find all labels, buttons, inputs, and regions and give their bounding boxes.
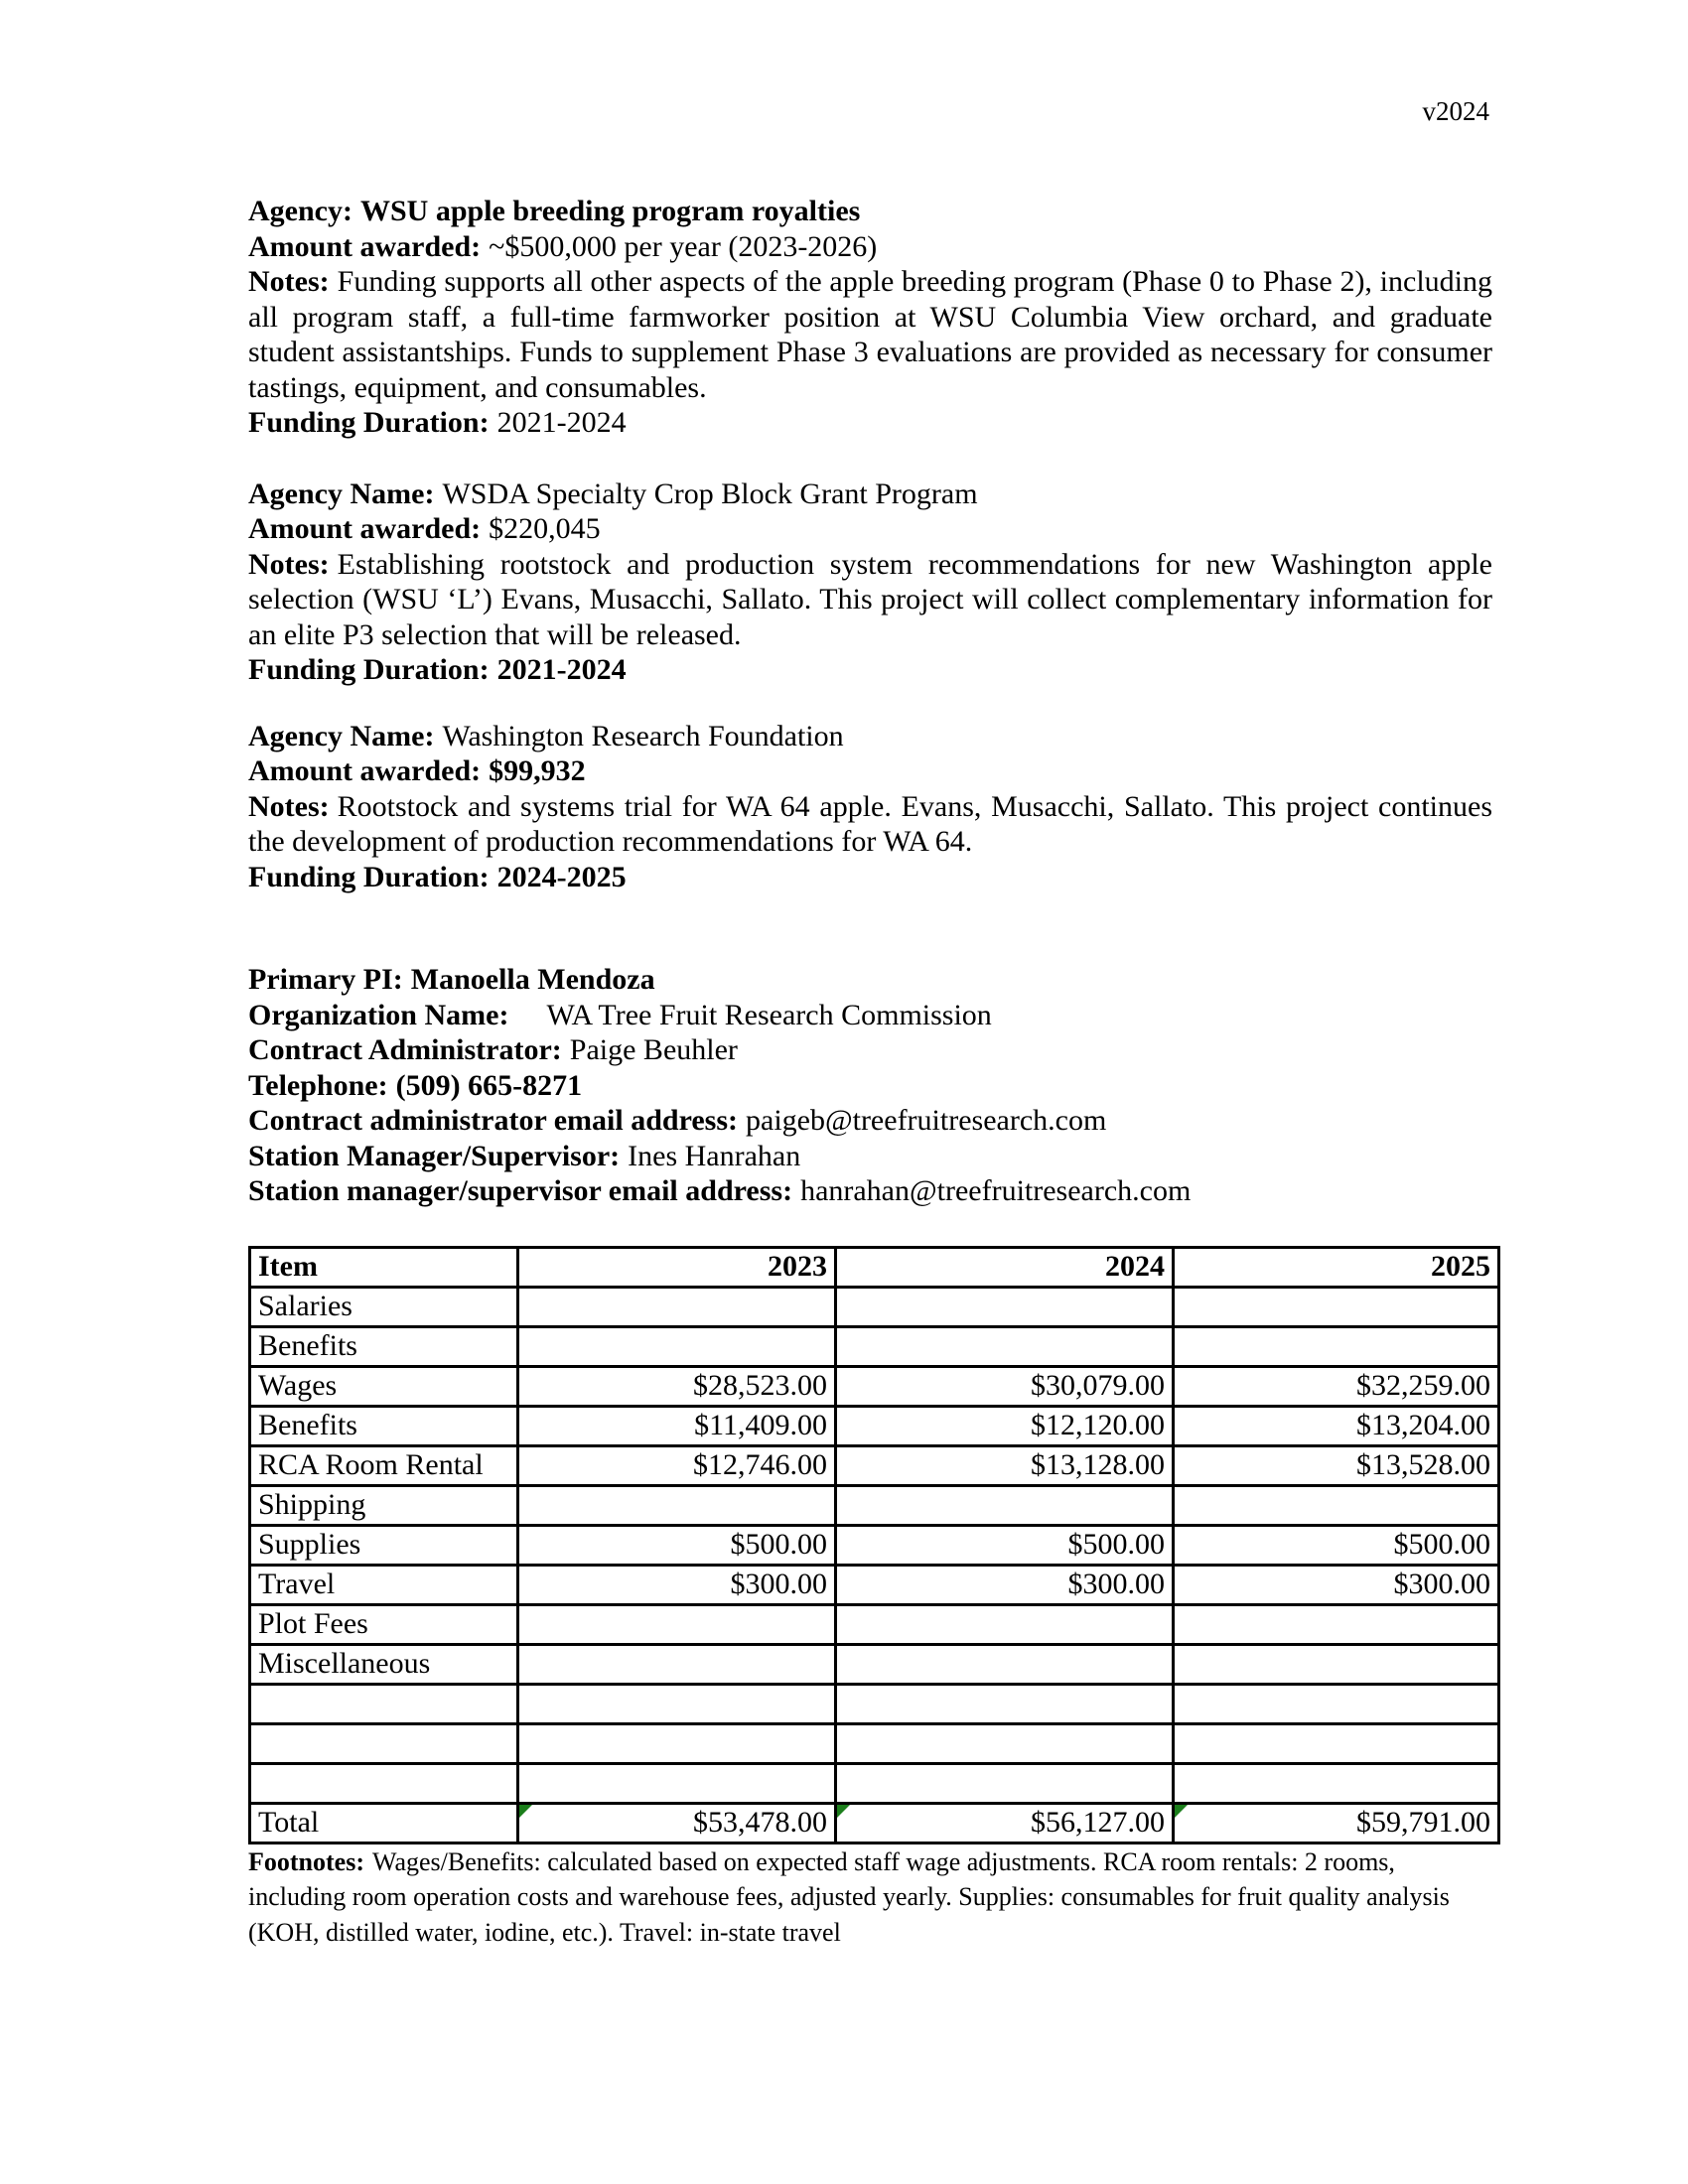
admin-email-label: Contract administrator email address: xyxy=(248,1104,739,1137)
budget-row xyxy=(250,1684,1499,1723)
budget-value-cell: $13,528.00 xyxy=(1174,1445,1499,1485)
budget-value-cell: $30,079.00 xyxy=(836,1366,1174,1406)
amount-value: $99,932 xyxy=(489,754,586,787)
document-body xyxy=(248,194,1492,1950)
version-label: v2024 xyxy=(1422,96,1489,126)
duration-value: 2024-2025 xyxy=(496,860,627,893)
budget-row xyxy=(250,1604,1499,1644)
duration-line xyxy=(248,652,1492,688)
budget-col-year: 2023 xyxy=(518,1247,836,1287)
budget-value-cell xyxy=(518,1763,836,1803)
notes-paragraph xyxy=(248,264,1492,405)
station-manager-label: Station Manager/Supervisor: xyxy=(248,1139,621,1172)
notes-label: Notes: xyxy=(248,547,330,581)
budget-item-cell: Total xyxy=(250,1803,518,1843)
budget-item-cell: Miscellaneous xyxy=(250,1644,518,1684)
budget-value-cell xyxy=(836,1763,1174,1803)
budget-value-cell xyxy=(836,1287,1174,1326)
duration-line xyxy=(248,405,1492,441)
budget-value-cell xyxy=(1174,1684,1499,1723)
budget-value-cell: $11,409.00 xyxy=(518,1406,836,1445)
grant-block-3 xyxy=(248,719,1492,895)
notes-paragraph xyxy=(248,547,1492,653)
duration-label: Funding Duration: xyxy=(248,406,490,439)
budget-item-cell: Wages xyxy=(250,1366,518,1406)
footnotes-label: Footnotes: xyxy=(248,1846,364,1876)
notes-text: Rootstock and systems trial for WA 64 apple. Evans, Musacchi, Sallato. This project continues the development of production recommendations for WA 64. xyxy=(248,789,1492,858)
notes-text: Funding supports all other aspects of the apple breeding program (Phase 0 to Phase 2), including all program staff, a full-time farmworker position at WSU Columbia View orchard, and graduate student assistantships. Funds to supplement Phase 3 evaluations are provided as necessary for consumer tastings, equipment, and consumables. xyxy=(248,265,1492,404)
station-email-label: Station manager/supervisor email address: xyxy=(248,1174,793,1207)
agency-line xyxy=(248,719,1492,754)
station-email-value: hanrahan@treefruitresearch.com xyxy=(800,1174,1192,1207)
duration-label: Funding Duration: xyxy=(248,860,490,893)
budget-item-cell: Shipping xyxy=(250,1485,518,1525)
budget-value-cell xyxy=(836,1644,1174,1684)
budget-item-cell: Benefits xyxy=(250,1326,518,1366)
budget-value-cell xyxy=(836,1604,1174,1644)
budget-row xyxy=(250,1763,1499,1803)
budget-item-cell: RCA Room Rental xyxy=(250,1445,518,1485)
duration-label: Funding Duration: xyxy=(248,653,490,686)
budget-value-cell: $500.00 xyxy=(1174,1525,1499,1565)
agency-value: WSDA Specialty Crop Block Grant Program xyxy=(442,477,978,510)
budget-value-cell: $53,478.00 xyxy=(518,1803,836,1843)
duration-value: 2021-2024 xyxy=(496,406,627,439)
budget-item-cell: Plot Fees xyxy=(250,1604,518,1644)
budget-value-cell: $300.00 xyxy=(518,1565,836,1604)
budget-value-cell: $12,120.00 xyxy=(836,1406,1174,1445)
budget-value-cell xyxy=(518,1604,836,1644)
budget-item-cell xyxy=(250,1684,518,1723)
budget-table-body xyxy=(250,1287,1499,1843)
agency-label: Agency: xyxy=(248,195,352,227)
amount-label: Amount awarded: xyxy=(248,229,482,263)
budget-row xyxy=(250,1644,1499,1684)
budget-value-cell xyxy=(836,1326,1174,1366)
amount-value: $220,045 xyxy=(489,512,601,545)
budget-value-cell xyxy=(1174,1326,1499,1366)
amount-line xyxy=(248,511,1492,547)
telephone-value: (509) 665-8271 xyxy=(395,1068,583,1102)
notes-text: Establishing rootstock and production system recommendations for new Washington apple selection (WSU ‘L’) Evans, Musacchi, Sallato. This project will collect complementary information for an elite P3 selection that will be released. xyxy=(248,547,1492,651)
telephone-label: Telephone: xyxy=(248,1068,388,1102)
budget-col-year: 2024 xyxy=(836,1247,1174,1287)
budget-value-cell: $300.00 xyxy=(836,1565,1174,1604)
organization-line xyxy=(248,998,1492,1033)
contract-admin-label: Contract Administrator: xyxy=(248,1033,562,1066)
budget-col-item: Item xyxy=(250,1247,518,1287)
budget-row xyxy=(250,1287,1499,1326)
budget-value-cell: $500.00 xyxy=(518,1525,836,1565)
amount-value: ~$500,000 per year (2023-2026) xyxy=(489,229,878,263)
budget-row xyxy=(250,1445,1499,1485)
notes-label: Notes: xyxy=(248,265,330,298)
budget-row xyxy=(250,1485,1499,1525)
budget-value-cell: $56,127.00 xyxy=(836,1803,1174,1843)
budget-item-cell: Benefits xyxy=(250,1406,518,1445)
organization-value: WA Tree Fruit Research Commission xyxy=(546,998,992,1031)
station-email-line xyxy=(248,1173,1492,1209)
budget-value-cell: $13,128.00 xyxy=(836,1445,1174,1485)
primary-pi-line xyxy=(248,962,1492,998)
budget-table xyxy=(248,1246,1500,1844)
contract-admin-line xyxy=(248,1032,1492,1068)
budget-row xyxy=(250,1326,1499,1366)
duration-line xyxy=(248,860,1492,895)
budget-row xyxy=(250,1803,1499,1843)
budget-value-cell xyxy=(518,1684,836,1723)
budget-item-cell: Travel xyxy=(250,1565,518,1604)
agency-label: Agency Name: xyxy=(248,719,435,752)
contact-block xyxy=(248,962,1492,1209)
budget-value-cell xyxy=(518,1326,836,1366)
station-manager-line xyxy=(248,1139,1492,1174)
agency-label: Agency Name: xyxy=(248,477,435,510)
budget-item-cell xyxy=(250,1763,518,1803)
amount-line xyxy=(248,229,1492,265)
budget-row xyxy=(250,1366,1499,1406)
amount-label: Amount awarded: xyxy=(248,512,482,545)
agency-line xyxy=(248,477,1492,512)
budget-value-cell: $59,791.00 xyxy=(1174,1803,1499,1843)
budget-value-cell: $13,204.00 xyxy=(1174,1406,1499,1445)
notes-paragraph xyxy=(248,789,1492,860)
amount-line xyxy=(248,753,1492,789)
amount-label: Amount awarded: xyxy=(248,754,482,787)
budget-row xyxy=(250,1723,1499,1763)
excel-flag-triangle xyxy=(1175,1805,1188,1818)
admin-email-line xyxy=(248,1103,1492,1139)
budget-value-cell xyxy=(518,1644,836,1684)
grant-block-1 xyxy=(248,194,1492,441)
budget-row xyxy=(250,1406,1499,1445)
station-manager-value: Ines Hanrahan xyxy=(628,1139,801,1172)
budget-row xyxy=(250,1525,1499,1565)
budget-value-cell xyxy=(1174,1485,1499,1525)
budget-value-cell xyxy=(836,1723,1174,1763)
agency-line xyxy=(248,194,1492,229)
agency-value: Washington Research Foundation xyxy=(442,719,844,752)
budget-value-cell xyxy=(518,1485,836,1525)
budget-value-cell xyxy=(518,1723,836,1763)
budget-header-row xyxy=(250,1247,1499,1287)
grant-block-2 xyxy=(248,477,1492,688)
contract-admin-value: Paige Beuhler xyxy=(569,1033,738,1066)
budget-value-cell xyxy=(836,1485,1174,1525)
footnotes-text: Wages/Benefits: calculated based on expected staff wage adjustments. RCA room rentals: 2 rooms, including room operation costs and warehouse fees, adjusted yearly. Supplies: consumables for fruit quality analysis (KOH, distilled water, iodine, etc.). Travel: in-state travel xyxy=(248,1846,1450,1947)
budget-value-cell xyxy=(518,1287,836,1326)
budget-value-cell: $500.00 xyxy=(836,1525,1174,1565)
budget-item-cell: Supplies xyxy=(250,1525,518,1565)
telephone-line xyxy=(248,1068,1492,1104)
admin-email-value: paigeb@treefruitresearch.com xyxy=(746,1104,1107,1137)
budget-value-cell: $12,746.00 xyxy=(518,1445,836,1485)
budget-value-cell xyxy=(1174,1287,1499,1326)
notes-label: Notes: xyxy=(248,789,330,823)
primary-pi-label: Primary PI: xyxy=(248,963,403,996)
budget-value-cell: $32,259.00 xyxy=(1174,1366,1499,1406)
organization-label: Organization Name: xyxy=(248,998,509,1031)
budget-value-cell: $28,523.00 xyxy=(518,1366,836,1406)
footnotes-paragraph xyxy=(248,1844,1492,1951)
budget-item-cell: Salaries xyxy=(250,1287,518,1326)
budget-value-cell xyxy=(1174,1644,1499,1684)
primary-pi-value: Manoella Mendoza xyxy=(410,963,655,996)
budget-value-cell xyxy=(1174,1723,1499,1763)
duration-value: 2021-2024 xyxy=(496,653,627,686)
budget-value-cell xyxy=(836,1684,1174,1723)
budget-item-cell xyxy=(250,1723,518,1763)
budget-value-cell xyxy=(1174,1604,1499,1644)
excel-flag-triangle xyxy=(837,1805,850,1818)
budget-col-year: 2025 xyxy=(1174,1247,1499,1287)
agency-value: WSU apple breeding program royalties xyxy=(359,195,861,227)
excel-flag-triangle xyxy=(519,1805,532,1818)
budget-row xyxy=(250,1565,1499,1604)
budget-value-cell: $300.00 xyxy=(1174,1565,1499,1604)
budget-value-cell xyxy=(1174,1763,1499,1803)
